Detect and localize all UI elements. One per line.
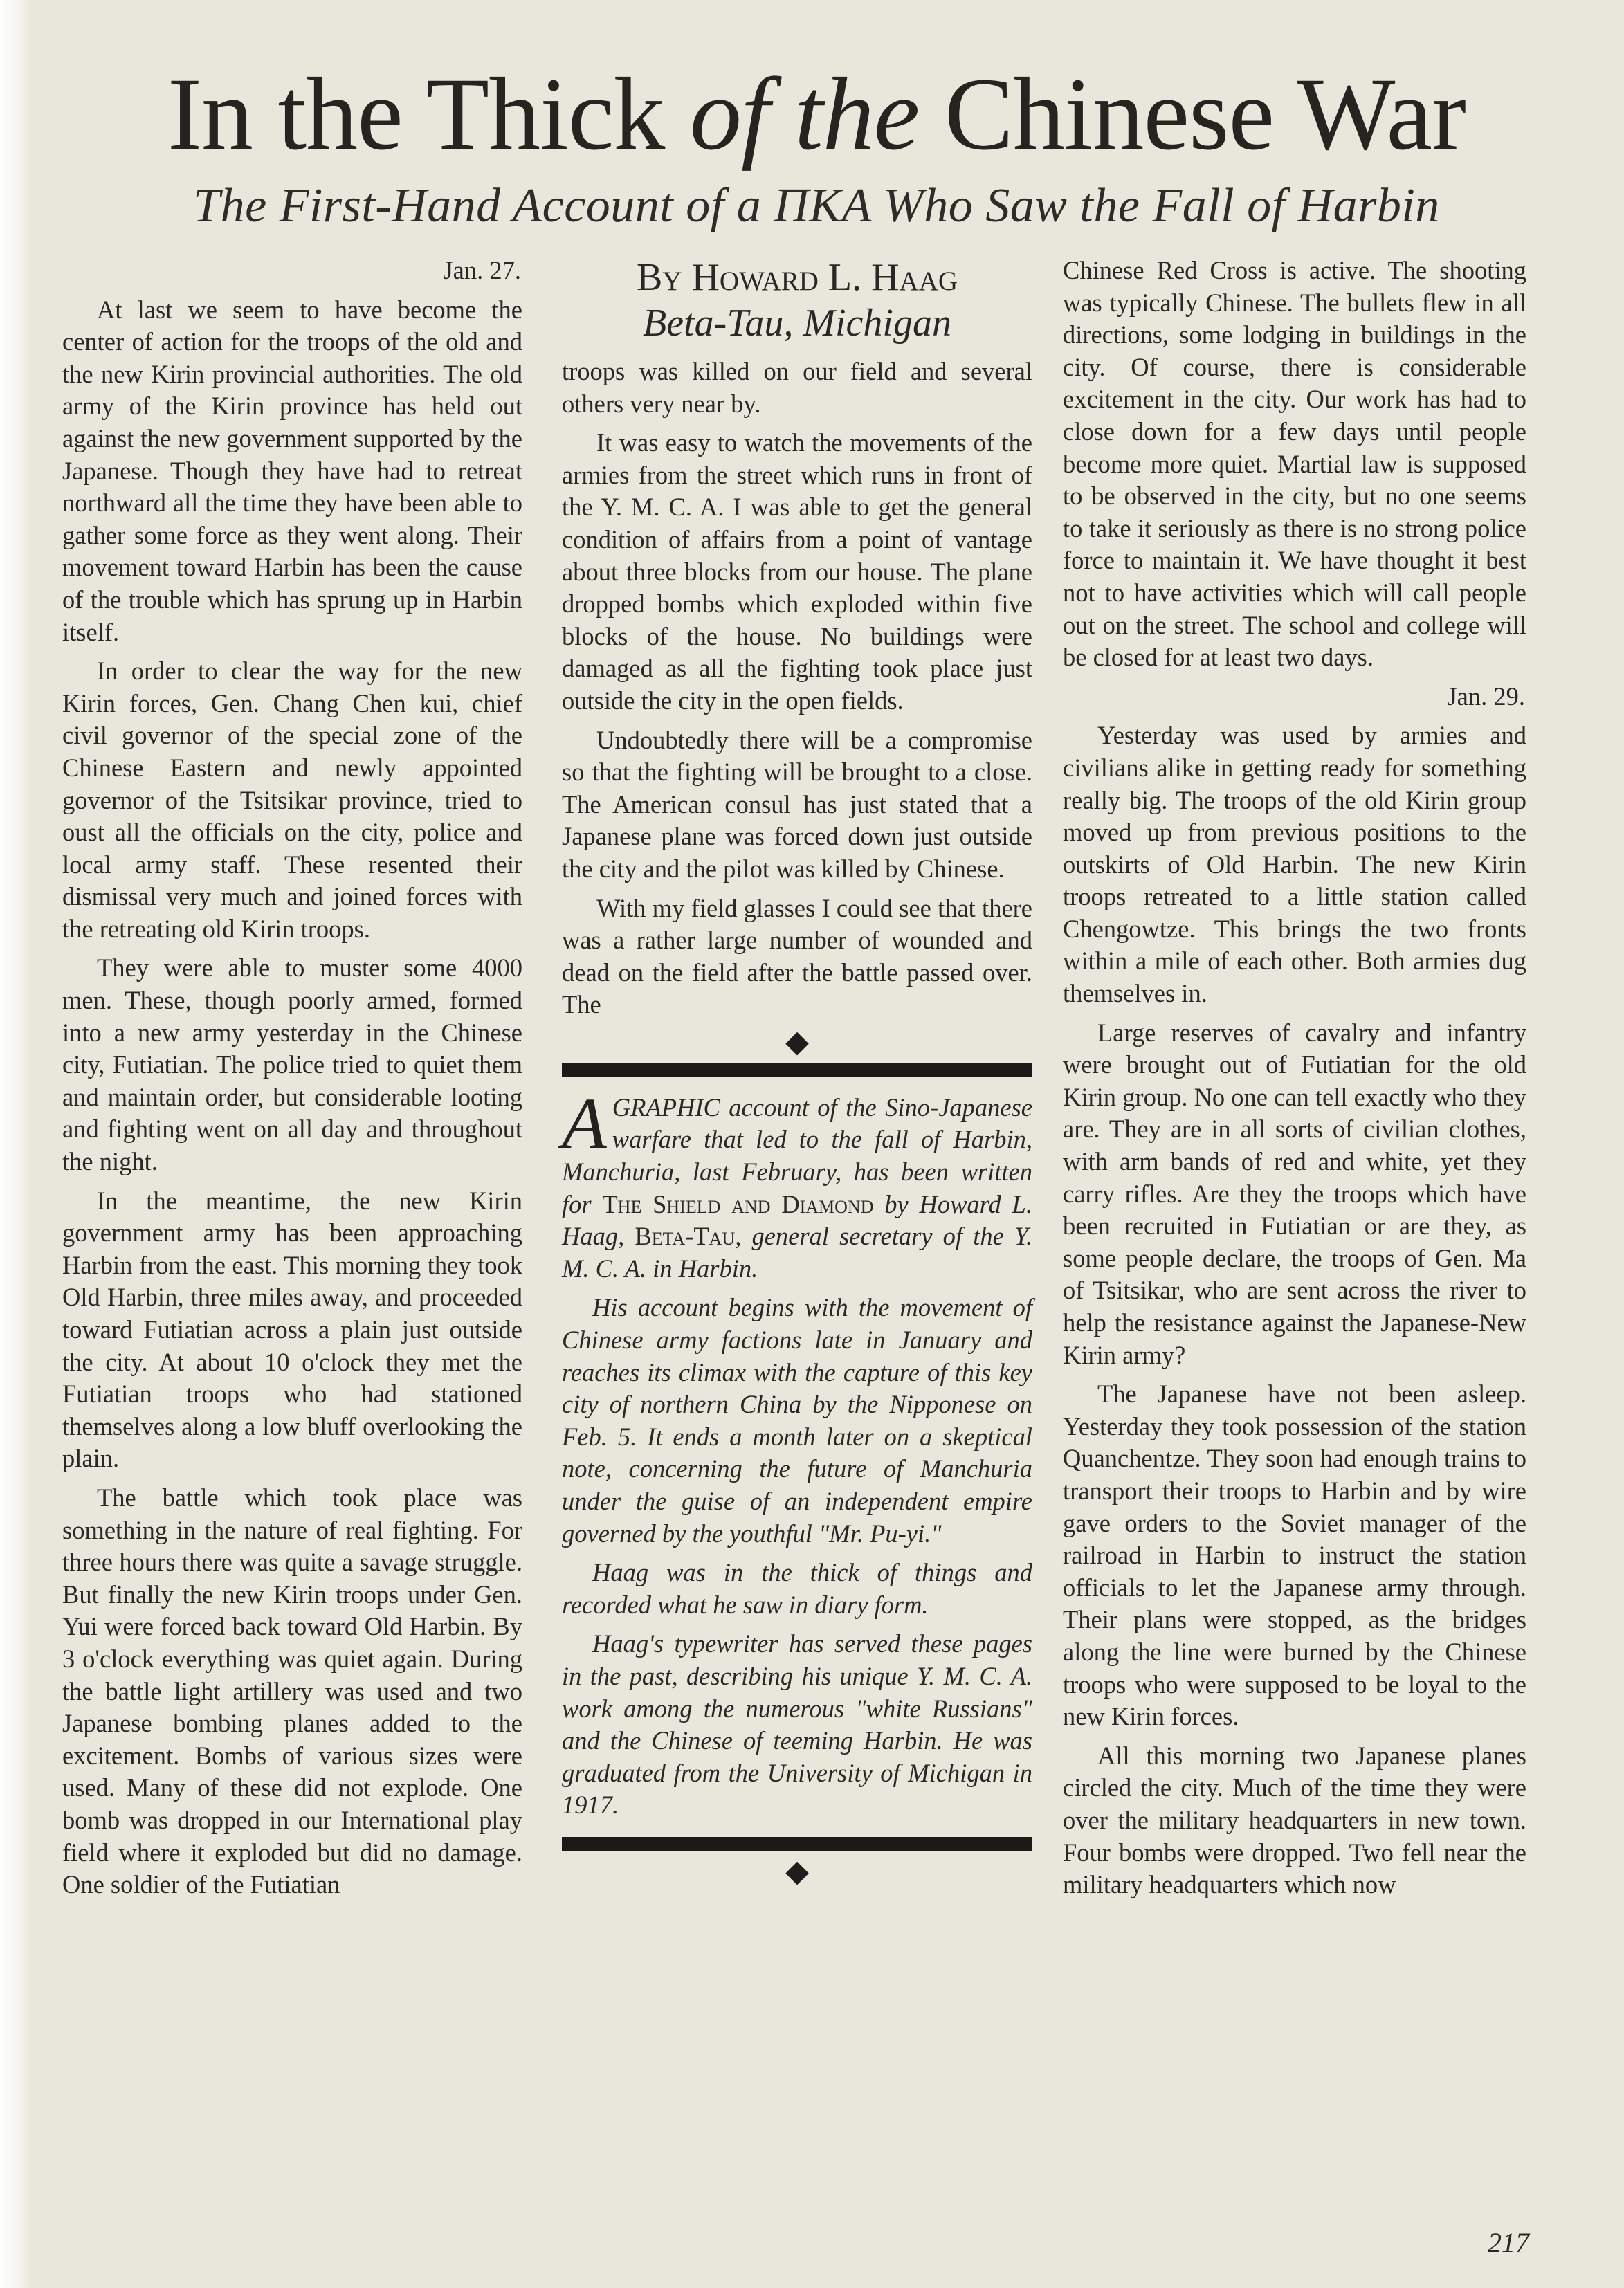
editor-note-paragraph: Haag's typewriter has served these pages in the past, describing his unique Y. M. C. A. work among the numerous "white Russians" and the Chinese of teeming Harbin. He was graduated from the University of Michigan in 1917. (562, 1629, 1032, 1820)
editor-note-paragraph (562, 1082, 1032, 1285)
paragraph: Chinese Red Cross is active. The shooting was typically Chinese. The bullets flew in all directions, some lodging in buildings in the city. Of course, there is considerable excitement in the city. Our work has had to close down for a few days until people become more quiet. Martial law is supposed to be observed in the city, but no one seems to take it seriously as there is no strong police force to maintain it. We have thought it best not to have activities which will call people out on the street. The school and college will be closed for at least two days. (1063, 256, 1526, 672)
publication-name: The Shield and Diamond (602, 1189, 874, 1218)
editor-note-box (562, 1024, 1032, 1888)
article-header (62, 57, 1571, 234)
column-1 (62, 255, 522, 1901)
paragraph: In order to clear the way for the new Kirin forces, Gen. Chang Chen kui, chief civil governor of the special zone of the Chinese Eastern and newly appointed governor of the Tsitsikar province, tried to oust all the officials on the city, police and local army staff. These resented their dismissal very much and joined forces with the retreating old Kirin troops. (62, 657, 522, 943)
editor-note-paragraph: Haag was in the thick of things and recorded what he saw in diary form. (562, 1558, 1032, 1619)
chapter-name: Beta-Tau (635, 1222, 736, 1251)
paragraph: Large reserves of cavalry and infantry were brought out of Futiatian for the old Kirin group. No one can tell exactly who they are. They are in all sorts of civilian clothes, with arm bands of red and white, yet they carry rifles. Are they the troops which have been recruited in Futiatian or are they, as some people declare, the troops of Gen. Ma of Tsitsikar, who are sent across the river to help the resistance against the Japanese-New Kirin army? (1063, 1018, 1526, 1369)
editor-note-paragraph: His account begins with the movement of Chinese army factions late in January and reaches its climax with the capture of this key city of northern China by the Nipponese on Feb. 5. It ends a month later on a skeptical note, concerning the future of Manchuria under the guise of an independent empire governed by the youthful "Mr. Pu-yi." (562, 1293, 1032, 1548)
page-edge (0, 0, 32, 2288)
title-part-2: Chinese War (919, 57, 1466, 172)
drop-cap: A (562, 1082, 607, 1164)
note-text: , general secretary of the Y. M. C. A. in Harbin. (562, 1222, 1032, 1283)
paragraph: The battle which took place was something in the nature of real fighting. For three hours there was quite a savage struggle. But finally the new Kirin troops under Gen. Yui were forced back toward Old Harbin. By 3 o'clock everything was quiet again. During the battle light artillery was used and two Japanese bombing planes added to the excitement. Bombs of various sizes were used. Many of these did not explode. One bomb was dropped in our International play field where it exploded but did no damage. One soldier of the Futiatian (62, 1483, 522, 1899)
paragraph: The Japanese have not been asleep. Yesterday they took possession of the station Quanchentze. They soon had enough trains to transport their troops to Harbin and by wire gave orders to the Soviet manager of the railroad in Harbin to instruct the station officials to let the Japanese army through. Their plans were stopped, as the bridges along the line were burned by the Chinese troops who were supposed to be loyal to the new Kirin forces. (1063, 1380, 1526, 1731)
paragraph: Undoubtedly there will be a compromise so that the fighting will be brought to a close. The American consul has just stated that a Japanese plane was forced down just outside the city and the pilot was killed by Chinese. (562, 725, 1032, 883)
diary-date-jan-27: Jan. 27. (443, 256, 521, 284)
column-2 (562, 255, 1032, 1891)
article-subtitle: The First-Hand Account of a ΠΚΑ Who Saw the Fall of Harbin (193, 179, 1440, 232)
author-name: By Howard L. Haag (636, 256, 958, 299)
article-title (62, 57, 1571, 172)
paragraph: At last we seem to have become the center of action for the troops of the old and the new Kirin provincial authorities. The old army of the Kirin province has held out against the new government supported by the Japanese. Though they have had to retreat northward all the time they have been able to gather some force as they went along. Their movement toward Harbin has been the cause of the trouble which has sprung up in Harbin itself. (62, 295, 522, 646)
title-part-1: In the Thick (167, 57, 690, 172)
column-3 (1063, 255, 1526, 1901)
paragraph: They were able to muster some 4000 men. These, though poorly armed, formed into a new army yesterday in the Chinese city, Futiatian. The police tried to quiet them and maintain order, but considerable looting and fighting went on all day and throughout the night. (62, 953, 522, 1176)
note-text: GRAPHIC account of the Sino-Japanese warfare that led to the fall of Harbin, Manchuria, last February, has been written for (562, 1092, 1032, 1218)
paragraph: All this morning two Japanese planes circled the city. Much of the time they were over the military headquarters in new town. Four bombs were dropped. Two fell near the military headquarters which now (1063, 1741, 1526, 1899)
diary-date-jan-29: Jan. 29. (1447, 681, 1525, 711)
paragraph: With my field glasses I could see that there was a rather large number of wounded and dead on the field after the battle passed over. The (562, 893, 1032, 1019)
top-rule (562, 1063, 1032, 1077)
note-text: by Howard L. Haag, (562, 1189, 1032, 1251)
diamond-ornament-icon: ◆ (785, 1854, 809, 1888)
author-chapter: Beta-Tau, Michigan (643, 302, 951, 345)
page-number: 217 (1488, 2227, 1529, 2258)
paragraph: In the meantime, the new Kirin government army has been approaching Harbin from the east. This morning they took Old Harbin, three miles away, and proceeded toward Futiatian across a plain just outside the city. At about 10 o'clock they met the Futiatian troops who had stationed themselves along a low bluff overlooking the plain. (62, 1186, 522, 1473)
paragraph: It was easy to watch the movements of the armies from the street which runs in front of the Y. M. C. A. I was able to get the general condition of affairs from a point of vantage about three blocks from our house. The plane dropped bombs which exploded within five blocks of the house. No buildings were damaged as all the fighting took place just outside the city in the open fields. (562, 428, 1032, 715)
byline (562, 255, 1032, 346)
diamond-ornament-icon: ◆ (785, 1024, 809, 1059)
bottom-rule (562, 1837, 1032, 1851)
title-italic: of the (689, 57, 920, 172)
paragraph: Yesterday was used by armies and civilians alike in getting ready for something really big. The troops of the old Kirin group moved up from previous positions to the outskirts of Old Harbin. The new Kirin troops retreated to a little station called Chengowtze. This brings the two fronts within a mile of each other. Both armies dug themselves in. (1063, 721, 1526, 1008)
paragraph: troops was killed on our field and several others very near by. (562, 357, 1032, 418)
